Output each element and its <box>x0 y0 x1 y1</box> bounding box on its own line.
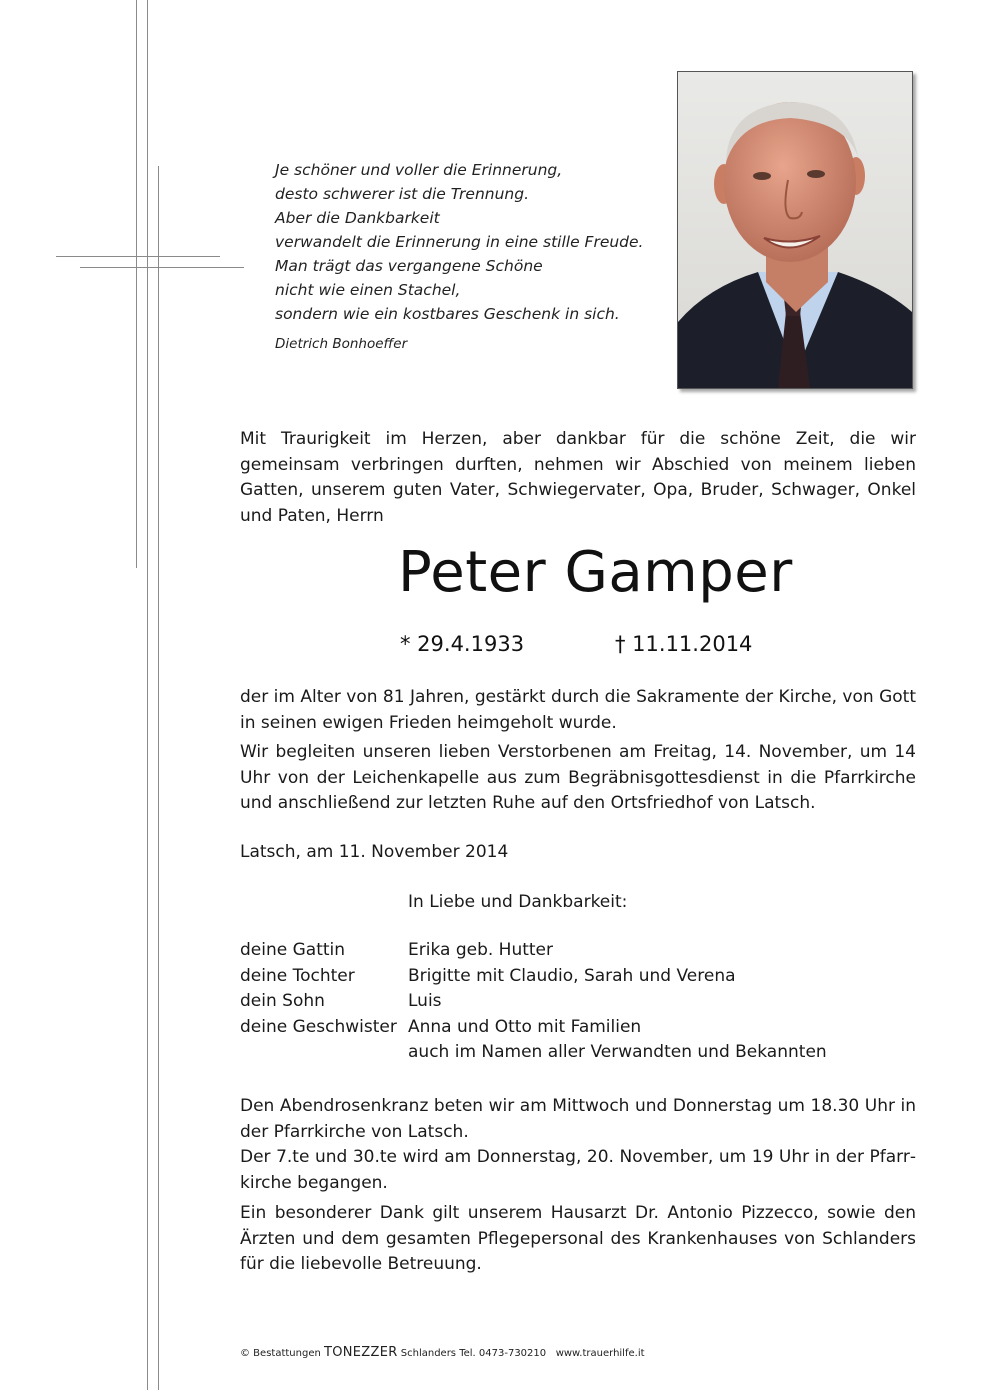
quote-line: sondern wie ein kostbares Geschenk in sich. <box>275 305 620 323</box>
in-love-heading: In Liebe und Dankbarkeit: <box>408 892 628 912</box>
footer-web: www.trauerhilfe.it <box>555 1348 645 1359</box>
quote-line: verwandelt die Erinnerung in eine stille Freude. <box>275 233 644 251</box>
quote-line: Aber die Dankbarkeit <box>275 209 440 227</box>
portrait-photo <box>677 71 913 389</box>
notice-paragraph-1: Den Abendrosenkranz beten wir am Mittwoch und Donnerstag um 18.30 Uhr in der Pfarrkirche von Latsch. <box>240 1096 916 1142</box>
quote-line: desto schwerer ist die Trennung. <box>275 185 530 203</box>
quote-line: nicht wie einen Stachel, <box>275 281 461 299</box>
quote-block <box>275 158 665 326</box>
mourner-relation: deine Tochter <box>240 966 355 986</box>
mourner-names: Brigitte mit Claudio, Sarah und Verena <box>408 966 736 986</box>
mourner-names: Erika geb. Hutter <box>408 940 554 960</box>
intro-paragraph: Mit Traurigkeit im Herzen, aber dankbar für die schöne Zeit, die wir gemeinsam verbringen durften, nehmen wir Abschied von meinem lieben Gatten, unserem guten Vater, Schwiegervater, Opa, Bruder, Schwager, Onkel und Paten, Herrn <box>240 429 916 526</box>
death-date: † 11.11.2014 <box>615 632 753 656</box>
quote-author: Dietrich Bonhoeffer <box>275 336 408 352</box>
quote-line: Je schöner und voller die Erinnerung, <box>275 161 563 179</box>
footer-prefix: © Bestattungen <box>240 1348 321 1359</box>
body-paragraph-2: Wir begleiten unseren lieben Verstorbenen am Freitag, 14. November, um 14 Uhr von der Leichenkapelle aus zum Begräbnisgottesdienst in die Pfarrkirche und anschließend zur letzten Ruhe auf den Ortsfriedhof von Latsch. <box>240 742 916 813</box>
mourner-relation: dein Sohn <box>240 991 325 1011</box>
footer-city: Schlanders <box>400 1348 457 1359</box>
quote-line: Man trägt das vergangene Schöne <box>275 257 543 275</box>
footer-tel: Tel. 0473-730210 <box>459 1348 547 1359</box>
mourner-names: Luis <box>408 991 442 1011</box>
notice-paragraph-2: Der 7.te und 30.te wird am Donnerstag, 20. November, um 19 Uhr in der Pfarrkirche begangen. <box>240 1147 916 1193</box>
birth-date: * 29.4.1933 <box>400 632 525 656</box>
mourner-relation: deine Geschwister <box>240 1017 397 1037</box>
notice-paragraph-3: Ein besonderer Dank gilt unserem Hausarzt Dr. Antonio Pizzecco, sowie den Ärzten und dem gesamten Pflegepersonal des Krankenhauses von Schlanders für die liebevolle Betreuung. <box>240 1203 916 1274</box>
place-date: Latsch, am 11. November 2014 <box>240 842 509 862</box>
deceased-name: Peter Gamper <box>398 540 793 605</box>
mourner-names: Anna und Otto mit Familien <box>408 1017 642 1037</box>
body-paragraph-1: der im Alter von 81 Jahren, gestärkt durch die Sakramente der Kirche, von Gott in seinen ewigen Frieden heimgeholt wurde. <box>240 687 916 733</box>
footer-brand: TONEZZER <box>324 1345 398 1360</box>
mourner-relation: deine Gattin <box>240 940 346 960</box>
footer <box>240 1345 645 1360</box>
mourner-names: auch im Namen aller Verwandten und Bekannten <box>408 1042 827 1062</box>
